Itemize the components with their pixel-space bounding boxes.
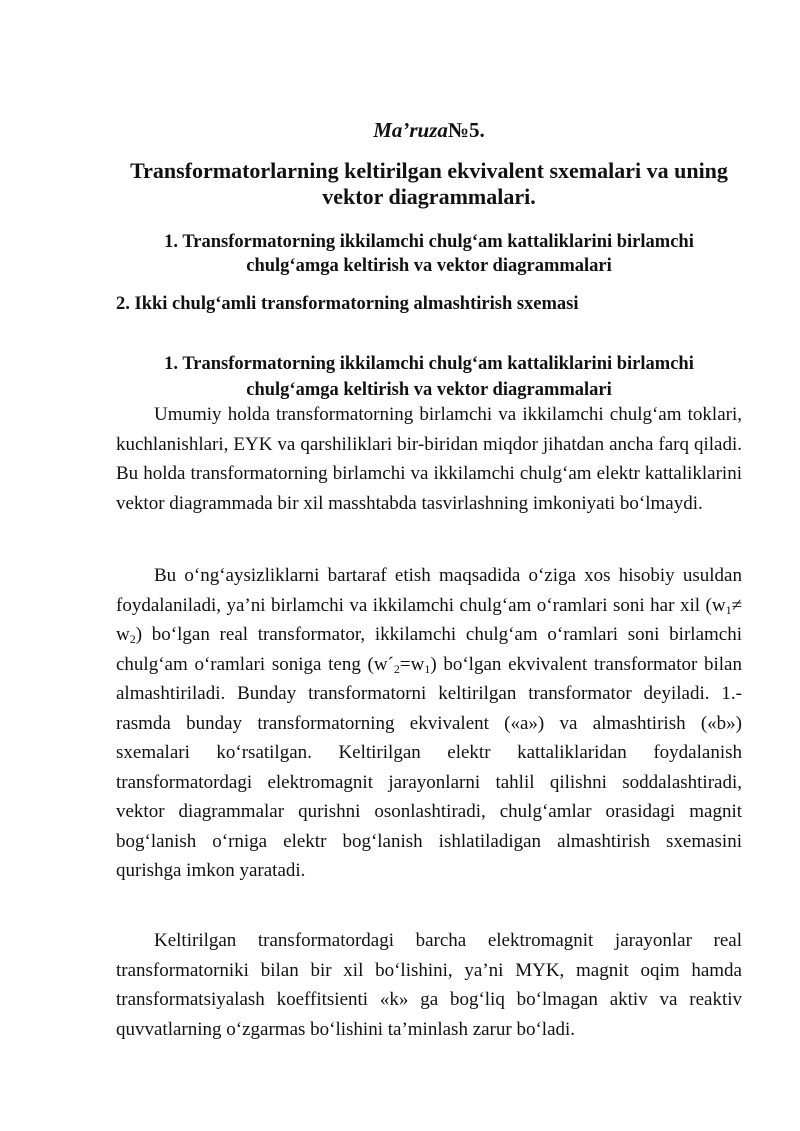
outline-item-1: 1. Transformatorning ikkilamchi chulg‘am kattaliklarini birlamchi chulg‘amga keltirish va vektor diagrammalari	[164, 232, 694, 276]
subscript: 1	[424, 661, 431, 676]
paragraph-3: Keltirilgan transformatordagi barcha elektromagnit jarayonlar real transformatorniki bilan bir xil bo‘lishini, ya’ni MYK, magnit oqim hamda transformatsiyalash koeffitsienti «k» ga bog‘liq bo‘lmagan aktiv va reaktiv quvvatlarning o‘zgarmas bo‘lishini ta’minlash zarur bo‘ladi.	[116, 930, 742, 1040]
subscript: 2	[129, 632, 136, 646]
paragraph-2-part-c: ) bo‘lgan real transformator, ikkilamchi chulg‘am o‘ramlari soni birlamchi chulg‘am o‘ramlari soniga teng (w´	[116, 624, 742, 675]
section-heading: 1. Transformatorning ikkilamchi chulg‘am kattaliklarini birlamchi chulg‘amga keltirish va vektor diagrammalari	[164, 353, 694, 400]
paragraph-2-part-b: ≠ w	[116, 594, 742, 645]
outline-item-2: 2. Ikki chulg‘amli transformatorning almashtirish sxemasi	[116, 294, 579, 314]
lecture-number-title	[116, 118, 742, 143]
paragraph-2-part-a: Bu o‘ng‘aysizliklarni bartaraf etish maqsadida o‘ziga xos hisobiy usuldan foydalaniladi, ya’ni birlamchi va ikkilamchi chulg‘am o‘ramlari soni har xil (w	[116, 565, 742, 616]
paragraph-1: Umumiy holda transformatorning birlamchi va ikkilamchi chulg‘am toklari, kuchlanishlari, EYK va qarshiliklari bir-biridan miqdor jihatdan ancha farq qiladi. Bu holda transformatorning birlamchi va ikkilamchi chulg‘am elektr kattaliklarini vektor diagrammada bir xil masshtabda tasvirlashning imkoniyati bo‘lmaydi.	[116, 404, 742, 514]
subscript: 1	[725, 602, 732, 617]
main-title: Transformatorlarning keltirilgan ekvivalent sxemalari va uning vektor diagrammalari.	[130, 158, 728, 209]
paragraph-2	[116, 561, 742, 886]
lecture-label: Ma’ruza	[373, 118, 448, 142]
paragraph-2-part-d: =w	[399, 653, 425, 675]
lecture-number: №5.	[447, 118, 485, 142]
subscript: 2	[393, 661, 400, 676]
paragraph-2-part-e: ) bo‘lgan ekvivalent transformator bilan almashtiriladi. Bunday transformatorni keltirilgan transformator deyiladi. 1.-rasmda bunday transformatorning ekvivalent («a») va almashtirish («b») sxemalari ko‘rsatilgan. Keltirilgan elektr kattaliklaridan foydalanish transformatordagi elektromagnit jarayonlarni tahlil qilishni soddalashtiradi, vektor diagrammalar qurishni osonlashtiradi, chulg‘amlar orasidagi magnit bog‘lanish o‘rniga elektr bog‘lanish ishlatiladigan almashtirish sxemasini qurishga imkon yaratadi.	[116, 653, 742, 881]
